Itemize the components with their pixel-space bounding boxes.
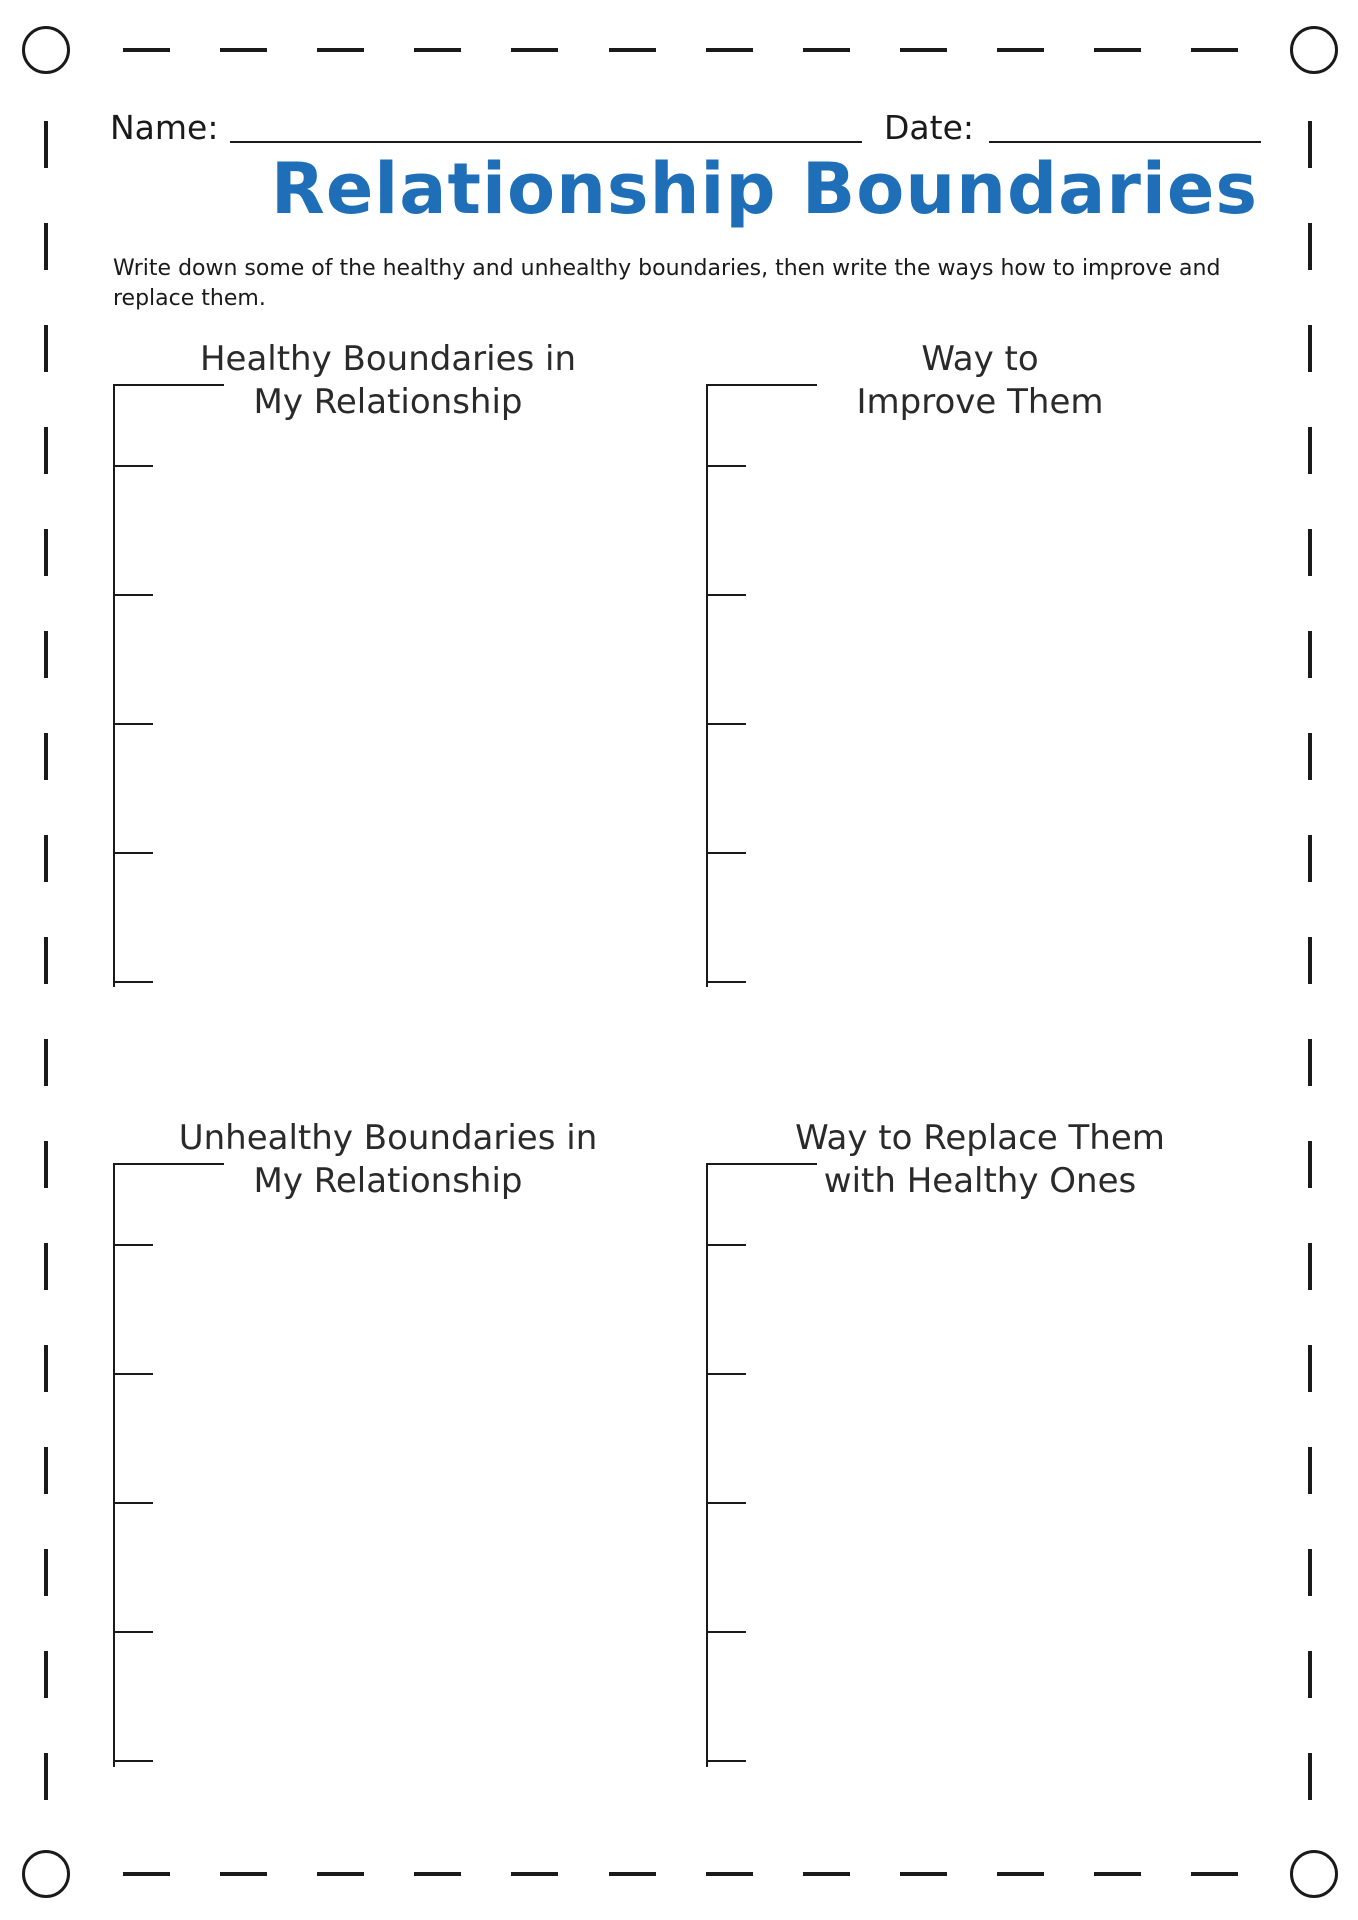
corner-circle-bottom-right-icon xyxy=(1290,1850,1338,1898)
answer-line xyxy=(113,852,153,854)
border-dash xyxy=(511,48,558,52)
date-label: Date: xyxy=(884,108,974,147)
border-dash xyxy=(706,48,753,52)
answer-line xyxy=(113,1373,153,1375)
border-dash xyxy=(1308,223,1312,270)
border-dash xyxy=(1308,733,1312,780)
border-dash xyxy=(44,1243,48,1290)
border-dash xyxy=(1308,631,1312,678)
bracket-top-cap xyxy=(706,1163,817,1165)
bracket-top-cap xyxy=(113,1163,224,1165)
corner-circle-top-left-icon xyxy=(22,26,70,74)
border-dash xyxy=(44,1549,48,1596)
border-dash xyxy=(220,1872,267,1876)
border-dash xyxy=(511,1872,558,1876)
border-dash xyxy=(1094,1872,1141,1876)
border-dash xyxy=(706,1872,753,1876)
border-dash xyxy=(44,121,48,168)
border-dash xyxy=(44,427,48,474)
border-dash xyxy=(803,48,850,52)
border-dash xyxy=(44,1141,48,1188)
bracket-top-cap xyxy=(113,384,224,386)
border-dash xyxy=(900,48,947,52)
answer-line xyxy=(706,1244,746,1246)
answer-line xyxy=(113,1502,153,1504)
border-dash xyxy=(997,1872,1044,1876)
section-heading-line: Unhealthy Boundaries in xyxy=(178,1118,598,1158)
border-dash xyxy=(44,1039,48,1086)
border-dash xyxy=(220,48,267,52)
border-dash xyxy=(1308,121,1312,168)
bracket-spine xyxy=(706,1163,708,1767)
border-dash xyxy=(44,1447,48,1494)
border-dash xyxy=(1094,48,1141,52)
date-line[interactable] xyxy=(989,141,1261,143)
section-heading-line: Healthy Boundaries in xyxy=(199,339,577,379)
border-dash xyxy=(123,48,170,52)
bracket-top-cap xyxy=(706,384,817,386)
border-dash xyxy=(44,325,48,372)
bracket-spine xyxy=(113,384,115,987)
answer-line xyxy=(113,465,153,467)
border-dash xyxy=(44,937,48,984)
name-line[interactable] xyxy=(230,141,862,143)
border-dash xyxy=(123,1872,170,1876)
border-dash xyxy=(900,1872,947,1876)
bracket-spine xyxy=(113,1163,115,1767)
border-dash xyxy=(1191,48,1238,52)
section-heading-line: Way to Replace Them xyxy=(795,1118,1165,1158)
border-dash xyxy=(44,1651,48,1698)
border-dash xyxy=(44,835,48,882)
border-dash xyxy=(1308,1447,1312,1494)
answer-line xyxy=(706,594,746,596)
corner-circle-bottom-left-icon xyxy=(22,1850,70,1898)
instructions-text: Write down some of the healthy and unhealthy boundaries, then write the ways how to improve and replace them. xyxy=(113,256,1221,311)
border-dash xyxy=(1308,1651,1312,1698)
border-dash xyxy=(1191,1872,1238,1876)
answer-line xyxy=(113,723,153,725)
border-dash xyxy=(414,1872,461,1876)
border-dash xyxy=(317,1872,364,1876)
name-label: Name: xyxy=(110,108,219,147)
section-heading-improve xyxy=(780,338,1180,424)
answer-line xyxy=(706,465,746,467)
answer-line xyxy=(113,1631,153,1633)
section-heading-line: My Relationship xyxy=(253,382,523,422)
border-dash xyxy=(1308,325,1312,372)
answer-line xyxy=(706,1373,746,1375)
bracket-spine xyxy=(706,384,708,987)
border-dash xyxy=(44,631,48,678)
border-dash xyxy=(414,48,461,52)
border-dash xyxy=(44,1345,48,1392)
answer-line xyxy=(113,1244,153,1246)
corner-circle-top-right-icon xyxy=(1290,26,1338,74)
border-dash xyxy=(1308,1549,1312,1596)
border-dash xyxy=(44,1753,48,1800)
border-dash xyxy=(44,223,48,270)
section-heading-healthy xyxy=(188,338,588,424)
border-dash xyxy=(1308,529,1312,576)
section-heading-replace xyxy=(760,1117,1200,1203)
border-dash xyxy=(1308,427,1312,474)
answer-line xyxy=(706,723,746,725)
section-heading-line: My Relationship xyxy=(253,1161,523,1201)
answer-line xyxy=(706,1631,746,1633)
border-dash xyxy=(609,48,656,52)
section-heading-unhealthy xyxy=(168,1117,608,1203)
border-dash xyxy=(609,1872,656,1876)
border-dash xyxy=(1308,1345,1312,1392)
answer-line xyxy=(113,981,153,983)
border-dash xyxy=(803,1872,850,1876)
border-dash xyxy=(1308,1141,1312,1188)
border-dash xyxy=(1308,1243,1312,1290)
border-dash xyxy=(1308,1039,1312,1086)
page-title: Relationship Boundaries xyxy=(270,148,1258,230)
section-heading-line: with Healthy Ones xyxy=(823,1161,1137,1201)
border-dash xyxy=(997,48,1044,52)
answer-line xyxy=(706,852,746,854)
answer-line xyxy=(113,594,153,596)
border-dash xyxy=(1308,937,1312,984)
section-heading-line: Way to xyxy=(921,339,1039,379)
section-heading-line: Improve Them xyxy=(856,382,1104,422)
border-dash xyxy=(1308,1753,1312,1800)
border-dash xyxy=(1308,835,1312,882)
border-dash xyxy=(317,48,364,52)
border-dash xyxy=(44,529,48,576)
answer-line xyxy=(706,1502,746,1504)
answer-line xyxy=(113,1760,153,1762)
border-dash xyxy=(44,733,48,780)
answer-line xyxy=(706,1760,746,1762)
answer-line xyxy=(706,981,746,983)
